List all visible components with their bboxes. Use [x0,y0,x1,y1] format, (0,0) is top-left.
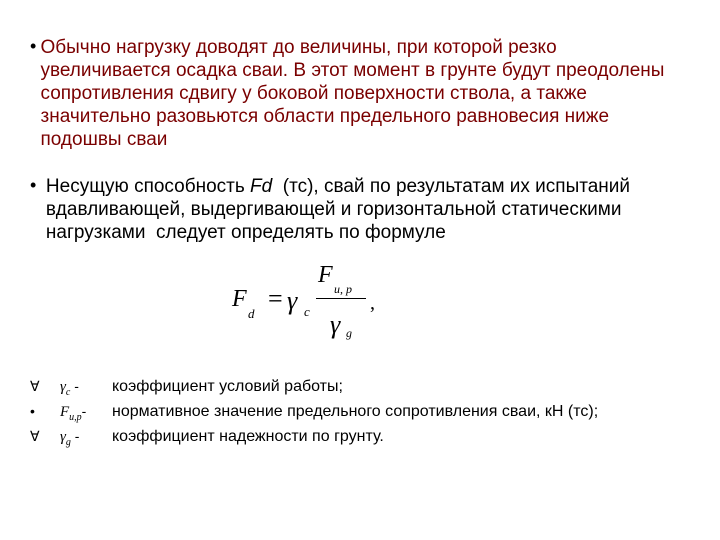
definition-symbol: $F_{u,p}-$ [60,403,87,423]
bullet-paragraph-1 [30,36,670,151]
formula-lhs: F [232,286,247,312]
formula-gamma: γ [287,286,298,315]
formula-numerator-subscript: u, p [334,282,352,296]
formula [232,262,392,352]
bullet-mark: • [30,175,37,195]
paragraph-text: Обычно нагрузку доводят до величины, при которой резко увеличивается осадка сваи. В этот момент в грунте будут преодолены сопротивления сдвигу у боковой поверхности ствола, а также значительно разовьются области предельного равновесия ниже подошвы сваи [40,37,665,150]
definition-text: нормативное значение предельного сопротивления сваи, кН (тс); [112,403,599,420]
bullet-paragraph-2 [30,175,670,244]
definition-mark: ∀ [30,428,40,444]
definitions-list [30,378,700,453]
bullet-mark: • [30,36,37,56]
definition-text: коэффициент надежности по грунту. [112,428,384,445]
formula-denominator-subscript: g [346,326,352,340]
definition-symbol: $\gamma_c$ - [60,378,79,398]
paragraph-text-start: Несущую способность [45,176,251,197]
paragraph-text-end: (тс), свай по результатам их испытаний вдавливающей, выдергивающей и горизонтальной статическими нагрузками следует определять по формуле [45,176,636,243]
formula-numerator: F [318,262,333,288]
formula-denominator: γ [330,310,341,339]
definition-fup [30,403,700,428]
fd-symbol: Fd [250,176,273,197]
definition-symbol: $\gamma_g$ - [60,428,80,448]
definition-text: коэффициент условий работы; [112,378,343,395]
formula-equals: = [268,284,283,313]
definition-mark: • [30,403,35,419]
paragraph-text [46,175,670,244]
formula-comma: , [370,292,375,314]
definition-gamma-c [30,378,700,403]
fraction-bar [316,298,366,299]
formula-lhs-subscript: d [248,306,255,321]
definition-mark: ∀ [30,378,40,394]
definition-gamma-g [30,428,700,453]
formula-gamma-subscript: c [304,304,310,319]
